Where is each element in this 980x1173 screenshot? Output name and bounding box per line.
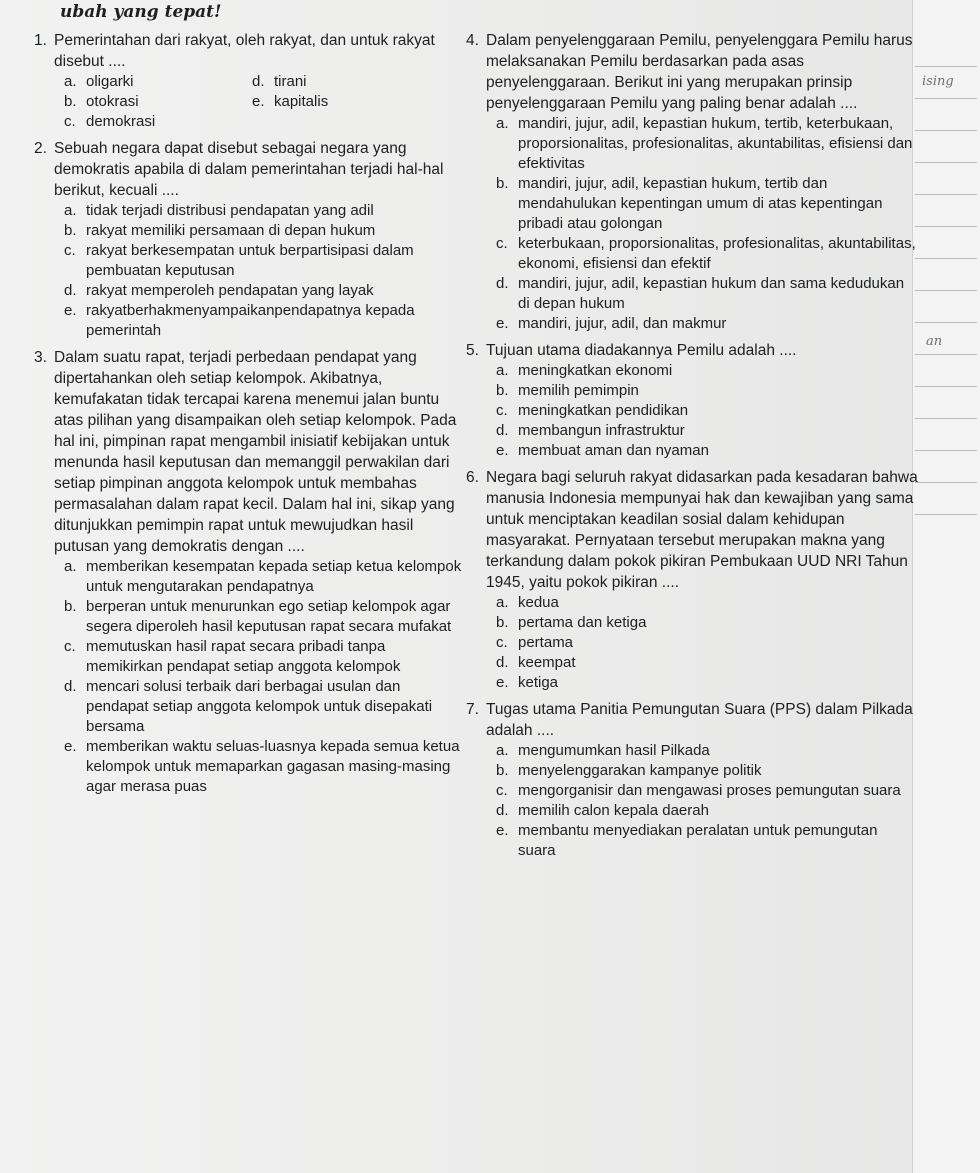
option-letter: a.: [64, 73, 77, 90]
option-text: mandiri, jujur, adil, dan makmur: [518, 315, 727, 332]
answer-option: [496, 673, 918, 693]
question-stem: [466, 699, 918, 741]
option-letter: a.: [64, 558, 77, 575]
question-stem: [466, 30, 918, 114]
section-header: ubah yang tepat!: [60, 2, 222, 22]
answer-option: [64, 92, 252, 112]
option-letter: d.: [64, 678, 77, 695]
option-text: pertama: [518, 634, 574, 651]
answer-option: [64, 281, 464, 301]
option-letter: e.: [64, 302, 77, 319]
ruled-line: [915, 66, 977, 67]
option-text: memutuskan hasil rapat secara pribadi tanpa memikirkan pendapat setiap anggota kelompok: [86, 638, 401, 675]
question-stem: [466, 340, 918, 361]
ruled-line: [915, 226, 977, 227]
ruled-line: [915, 386, 977, 387]
question-block: [34, 138, 464, 347]
option-text: keempat: [518, 654, 576, 671]
answer-option: [64, 737, 464, 797]
option-letter: a.: [496, 742, 509, 759]
answer-option: [64, 637, 464, 677]
option-letter: a.: [64, 202, 77, 219]
question-text: Negara bagi seluruh rakyat didasarkan pada kesadaran bahwa manusia Indonesia mempunyai hak dan kewajiban yang sama untuk menciptakan keadilan sosial dalam kehidupan masyarakat. Pernyataan tersebut merupakan makna yang terkandung dalam pokok pikiran Pembukaan UUD NRI Tahun 1945, yaitu pokok pikiran ....: [486, 469, 918, 591]
option-text: mandiri, jujur, adil, kepastian hukum, tertib dan mendahulukan kepentingan umum di atas kepentingan pribadi atau golongan: [518, 175, 883, 232]
answer-options: [496, 741, 918, 861]
answer-option: [64, 72, 252, 92]
option-text: mengumumkan hasil Pilkada: [518, 742, 710, 759]
answer-options: [496, 593, 918, 693]
answer-option: [496, 613, 918, 633]
option-letter: c.: [496, 782, 508, 799]
option-text: rakyat memperoleh pendapatan yang layak: [86, 282, 374, 299]
answer-option: [496, 653, 918, 673]
option-text: ketiga: [518, 674, 559, 691]
option-letter: c.: [64, 113, 76, 130]
option-letter: e.: [496, 674, 509, 691]
answer-option: [496, 401, 918, 421]
option-letter: b.: [496, 175, 509, 192]
option-letter: e.: [64, 738, 77, 755]
answer-option: [496, 274, 918, 314]
answer-option: [64, 677, 464, 737]
option-letter: b.: [64, 93, 77, 110]
option-text: otokrasi: [86, 93, 139, 110]
question-number: 7.: [466, 701, 479, 718]
spacer: [34, 797, 464, 803]
option-letter: b.: [496, 382, 509, 399]
option-letter: d.: [496, 802, 509, 819]
answer-option: [496, 314, 918, 334]
option-letter: e.: [496, 822, 509, 839]
option-text: keterbukaan, proporsionalitas, profesionalitas, akuntabilitas, ekonomi, efisiensi dan efektif: [518, 235, 916, 272]
ruled-line: [915, 514, 977, 515]
option-text: tidak terjadi distribusi pendapatan yang adil: [86, 202, 374, 219]
option-letter: e.: [496, 315, 509, 332]
answer-option: [64, 112, 252, 132]
option-text: kapitalis: [274, 93, 329, 110]
answer-option: [496, 361, 918, 381]
question-text: Dalam suatu rapat, terjadi perbedaan pendapat yang dipertahankan oleh setiap kelompok. Akibatnya, kemufakatan tidak tercapai karena menemui jalan buntu atas pilihan yang disampaikan oleh setiap kelompok. Pada hal ini, pimpinan rapat mengambil inisiatif kebijakan untuk menunda hasil keputusan dan memanggil perwakilan dari setiap pimpinan anggota kelompok untuk membahas permasalahan dalam rapat kecil. Dalam hal ini, sikap yang ditunjukkan pemimpin rapat untuk mewujudkan hasil putusan yang demokratis dengan ....: [54, 349, 457, 555]
option-text: membangun infrastruktur: [518, 422, 685, 439]
question-stem: [466, 467, 918, 593]
option-text: memilih calon kepala daerah: [518, 802, 709, 819]
question-number: 6.: [466, 469, 479, 486]
ruled-line: [915, 130, 977, 131]
answer-option: [496, 821, 918, 861]
answer-option: [64, 557, 464, 597]
ruled-notebook-margin: [912, 0, 980, 1173]
question-number: 4.: [466, 32, 479, 49]
question-stem: [34, 347, 464, 557]
answer-option: [496, 234, 918, 274]
question-stem: [34, 30, 464, 72]
option-letter: d.: [252, 73, 265, 90]
question-number: 2.: [34, 140, 47, 157]
option-text: memberikan waktu seluas-luasnya kepada semua ketua kelompok untuk memaparkan gagasan masing-masing agar merasa puas: [86, 738, 460, 795]
option-text: pertama dan ketiga: [518, 614, 647, 631]
option-text: membantu menyediakan peralatan untuk pemungutan suara: [518, 822, 878, 859]
ruled-line: [915, 98, 977, 99]
answer-option: [496, 381, 918, 401]
answer-option: [64, 241, 464, 281]
question-block: [466, 340, 918, 467]
option-letter: a.: [496, 115, 509, 132]
ruled-line: [915, 354, 977, 355]
ruled-line: [915, 258, 977, 259]
answer-option: [496, 174, 918, 234]
answer-option: [496, 761, 918, 781]
option-letter: b.: [496, 614, 509, 631]
option-letter: c.: [496, 402, 508, 419]
ruled-line: [915, 418, 977, 419]
answer-option: [64, 221, 464, 241]
option-text: rakyatberhakmenyampaikanpendapatnya kepada pemerintah: [86, 302, 415, 339]
answer-option: [252, 92, 464, 112]
option-text: mandiri, jujur, adil, kepastian hukum, tertib, keterbukaan, proporsionalitas, profesionalitas, akuntabilitas, efisiensi dan efektivitas: [518, 115, 913, 172]
option-text: memilih pemimpin: [518, 382, 639, 399]
ruled-line: [915, 450, 977, 451]
question-number: 5.: [466, 342, 479, 359]
option-letter: d.: [496, 275, 509, 292]
option-letter: c.: [64, 638, 76, 655]
option-text: menyelenggarakan kampanye politik: [518, 762, 762, 779]
option-text: membuat aman dan nyaman: [518, 442, 709, 459]
ruled-line: [915, 482, 977, 483]
option-letter: d.: [64, 282, 77, 299]
option-letter: b.: [64, 598, 77, 615]
answer-options: [496, 114, 918, 334]
question-text: Pemerintahan dari rakyat, oleh rakyat, dan untuk rakyat disebut ....: [54, 32, 435, 70]
ruled-line: [915, 162, 977, 163]
margin-handwriting: ising: [922, 74, 954, 89]
question-text: Tujuan utama diadakannya Pemilu adalah ....: [486, 342, 797, 359]
answer-options: [64, 72, 464, 132]
option-letter: e.: [252, 93, 265, 110]
ruled-line: [915, 194, 977, 195]
question-block: [466, 30, 918, 340]
option-letter: d.: [496, 422, 509, 439]
option-letter: b.: [64, 222, 77, 239]
answer-options: [64, 201, 464, 341]
option-text: meningkatkan ekonomi: [518, 362, 673, 379]
option-letter: d.: [496, 654, 509, 671]
option-text: mencari solusi terbaik dari berbagai usulan dan pendapat setiap anggota kelompok untuk disepakati bersama: [86, 678, 433, 735]
answer-option: [496, 633, 918, 653]
answer-option: [496, 741, 918, 761]
question-block: [466, 467, 918, 699]
answer-option: [64, 201, 464, 221]
option-text: oligarki: [86, 73, 134, 90]
question-block: [34, 30, 464, 138]
option-text: mandiri, jujur, adil, kepastian hukum dan sama kedudukan di depan hukum: [518, 275, 905, 312]
option-letter: c.: [64, 242, 76, 259]
question-stem: [34, 138, 464, 201]
question-block: [466, 699, 918, 867]
option-letter: c.: [496, 235, 508, 252]
answer-option: [496, 781, 918, 801]
question-text: Sebuah negara dapat disebut sebagai negara yang demokratis apabila di dalam pemerintahan terjadi hal-hal berikut, kecuali ....: [54, 140, 444, 199]
option-letter: b.: [496, 762, 509, 779]
answer-options: [64, 557, 464, 797]
left-question-column: [34, 30, 464, 803]
answer-option: [64, 301, 464, 341]
option-text: kedua: [518, 594, 559, 611]
question-block: [34, 347, 464, 803]
answer-option: [496, 593, 918, 613]
ruled-line: [915, 322, 977, 323]
answer-option: [64, 597, 464, 637]
option-text: demokrasi: [86, 113, 156, 130]
answer-option: [496, 421, 918, 441]
answer-options: [496, 361, 918, 461]
option-letter: c.: [496, 634, 508, 651]
answer-option: [252, 72, 464, 92]
ruled-line: [915, 290, 977, 291]
option-letter: a.: [496, 362, 509, 379]
answer-option: [496, 441, 918, 461]
margin-handwriting: an: [926, 334, 943, 349]
question-number: 3.: [34, 349, 47, 366]
spacer: [466, 861, 918, 867]
option-letter: a.: [496, 594, 509, 611]
option-text: meningkatkan pendidikan: [518, 402, 689, 419]
question-text: Dalam penyelenggaraan Pemilu, penyelenggara Pemilu harus melaksanakan Pemilu berdasarkan pada asas penyelenggaraan. Berikut ini yang merupakan prinsip penyelenggaraan Pemilu yang paling benar adalah ....: [486, 32, 913, 112]
option-text: tirani: [274, 73, 307, 90]
option-text: mengorganisir dan mengawasi proses pemungutan suara: [518, 782, 901, 799]
right-question-column: [466, 30, 918, 867]
question-text: Tugas utama Panitia Pemungutan Suara (PPS) dalam Pilkada adalah ....: [486, 701, 913, 739]
option-text: rakyat berkesempatan untuk berpartisipasi dalam pembuatan keputusan: [86, 242, 414, 279]
option-letter: e.: [496, 442, 509, 459]
answer-option: [496, 801, 918, 821]
option-text: memberikan kesempatan kepada setiap ketua kelompok untuk mengutarakan pendapatnya: [86, 558, 462, 595]
answer-option: [496, 114, 918, 174]
option-text: rakyat memiliki persamaan di depan hukum: [86, 222, 376, 239]
option-text: berperan untuk menurunkan ego setiap kelompok agar segera diperoleh hasil keputusan rapat secara mufakat: [86, 598, 452, 635]
question-number: 1.: [34, 32, 47, 49]
